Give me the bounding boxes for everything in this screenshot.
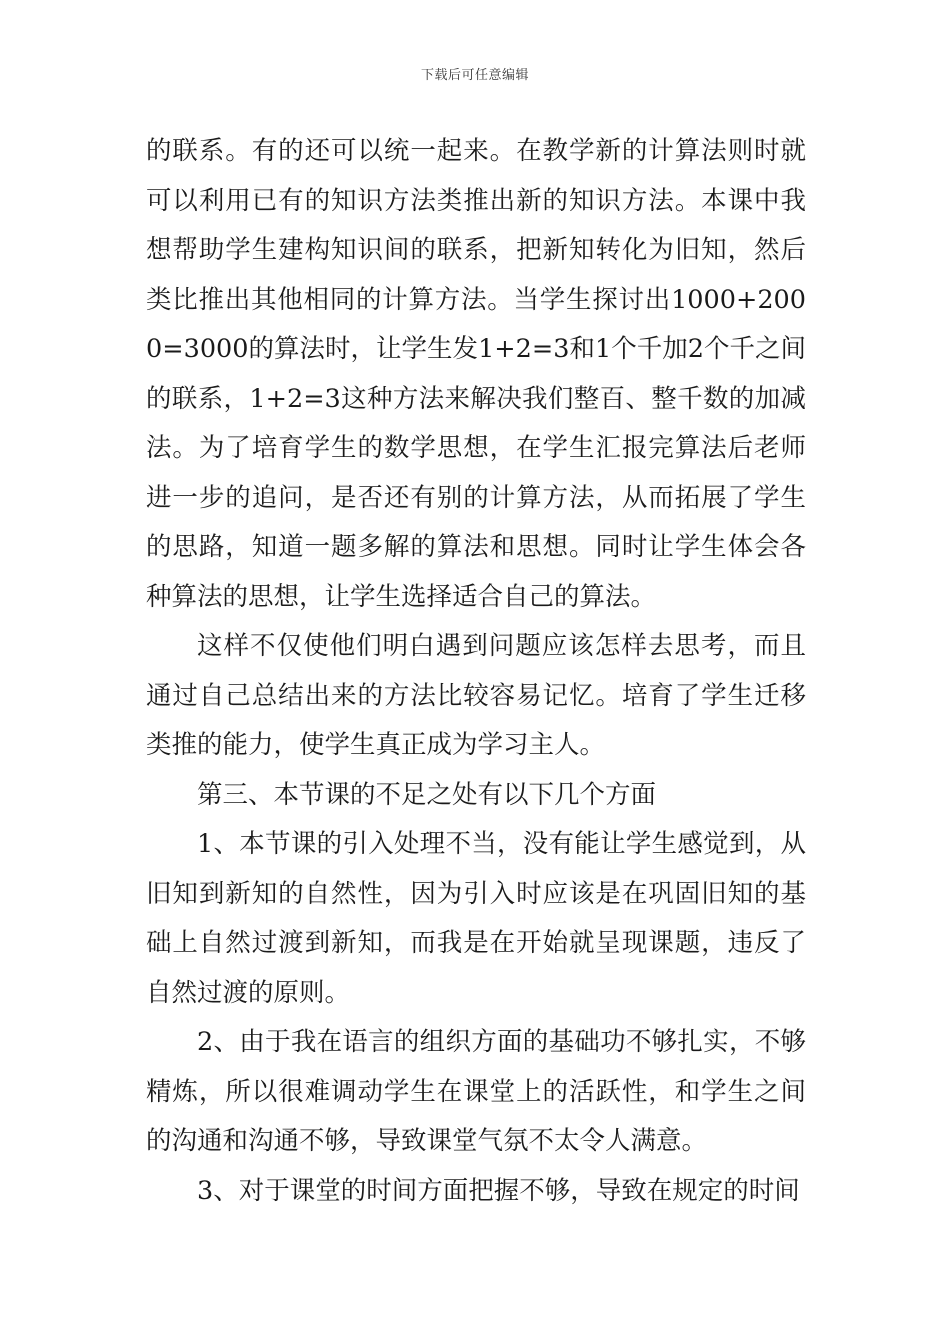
paragraph-2: 这样不仅使他们明白遇到问题应该怎样去思考，而且通过自己总结出来的方法比较容易记忆。培育了学生迁移类推的能力，使学生真正成为学习主人。 [146, 631, 806, 760]
section-heading: 第三、本节课的不足之处有以下几个方面 [197, 779, 657, 810]
list-item-3: 3、对于课堂的时间方面把握不够，导致在规定的时间 [197, 1175, 800, 1206]
list-item-2: 2、由于我在语言的组织方面的基础功不够扎实，不够精炼，所以很难调动学生在课堂上的活跃性，和学生之间的沟通和沟通不够，导致课堂气氛不太令人满意。 [146, 1027, 806, 1156]
page-header: 下载后可任意编辑 [420, 68, 529, 83]
body-text [146, 127, 806, 1216]
list-item-1: 1、本节课的引入处理不当，没有能让学生感觉到，从旧知到新知的自然性，因为引入时应该是在巩固旧知的基础上自然过渡到新知，而我是在开始就呈现课题，违反了自然过渡的原则。 [146, 829, 806, 1008]
paragraph-1: 的联系。有的还可以统一起来。在教学新的计算法则时就可以利用已有的知识方法类推出新的知识方法。本课中我想帮助学生建构知识间的联系，把新知转化为旧知，然后类比推出其他相同的计算方法。当学生探讨出1000+2000=3000的算法时，让学生发1+2=3和1个千加2个千之间的联系，1+2=3这种方法来解决我们整百、整千数的加减法。为了培育学生的数学思想，在学生汇报完算法后老师进一步的追问，是否还有别的计算方法，从而拓展了学生的思路，知道一题多解的算法和思想。同时让学生体会各种算法的思想，让学生选择适合自己的算法。 [146, 136, 806, 612]
